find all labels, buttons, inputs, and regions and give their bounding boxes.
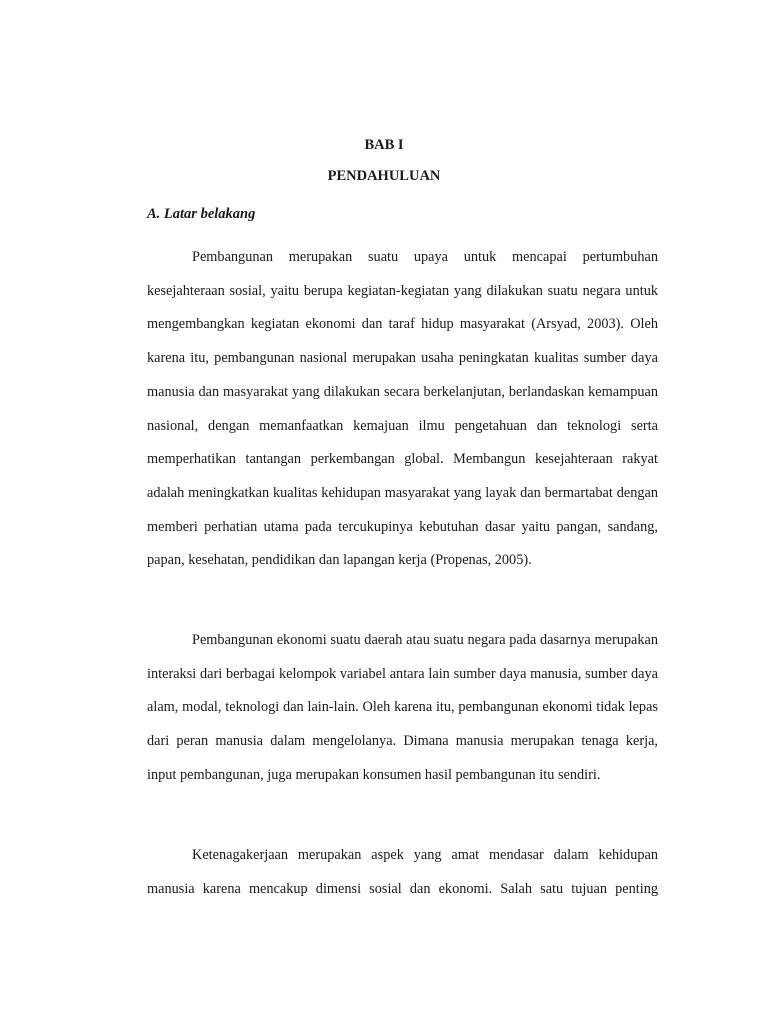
chapter-number: BAB I: [364, 137, 404, 153]
paragraph-block-1: [147, 241, 658, 578]
paragraph-block-3: [147, 839, 658, 906]
chapter-title: PENDAHULUAN: [327, 168, 441, 184]
paragraph: Ketenagakerjaan merupakan aspek yang amat mendasar dalam kehidupan manusia karena mencakup dimensi sosial dan ekonomi. Salah satu tujuan penting: [147, 847, 658, 897]
paragraph-block-2: [147, 624, 658, 793]
paragraph: Pembangunan merupakan suatu upaya untuk mencapai pertumbuhan kesejahteraan sosial, yaitu berupa kegiatan-kegiatan yang dilakukan suatu negara untuk mengembangkan kegiatan ekonomi dan taraf hidup masyarakat (Arsyad, 2003). Oleh karena itu, pembangunan nasional merupakan usaha peningkatan kualitas sumber daya manusia dan masyarakat yang dilakukan secara berkelanjutan, berlandaskan kemampuan nasional, dengan memanfaatkan kemajuan ilmu pengetahuan dan teknologi serta memperhatikan tantangan perkembangan global. Membangun kesejahteraan rakyat adalah meningkatkan kualitas kehidupan masyarakat yang layak dan bermartabat dengan memberi perhatian utama pada tercukupinya kebutuhan dasar yaitu pangan, sandang, papan, kesehatan, pendidikan dan lapangan kerja (Propenas, 2005).: [147, 249, 658, 569]
paragraph: Pembangunan ekonomi suatu daerah atau suatu negara pada dasarnya merupakan interaksi dari berbagai kelompok variabel antara lain sumber daya manusia, sumber daya alam, modal, teknologi dan lain-lain. Oleh karena itu, pembangunan ekonomi tidak lepas dari peran manusia dalam mengelolanya. Dimana manusia merupakan tenaga kerja, input pembangunan, juga merupakan konsumen hasil pembangunan itu sendiri.: [147, 632, 658, 783]
section-heading: A. Latar belakang: [147, 206, 256, 222]
